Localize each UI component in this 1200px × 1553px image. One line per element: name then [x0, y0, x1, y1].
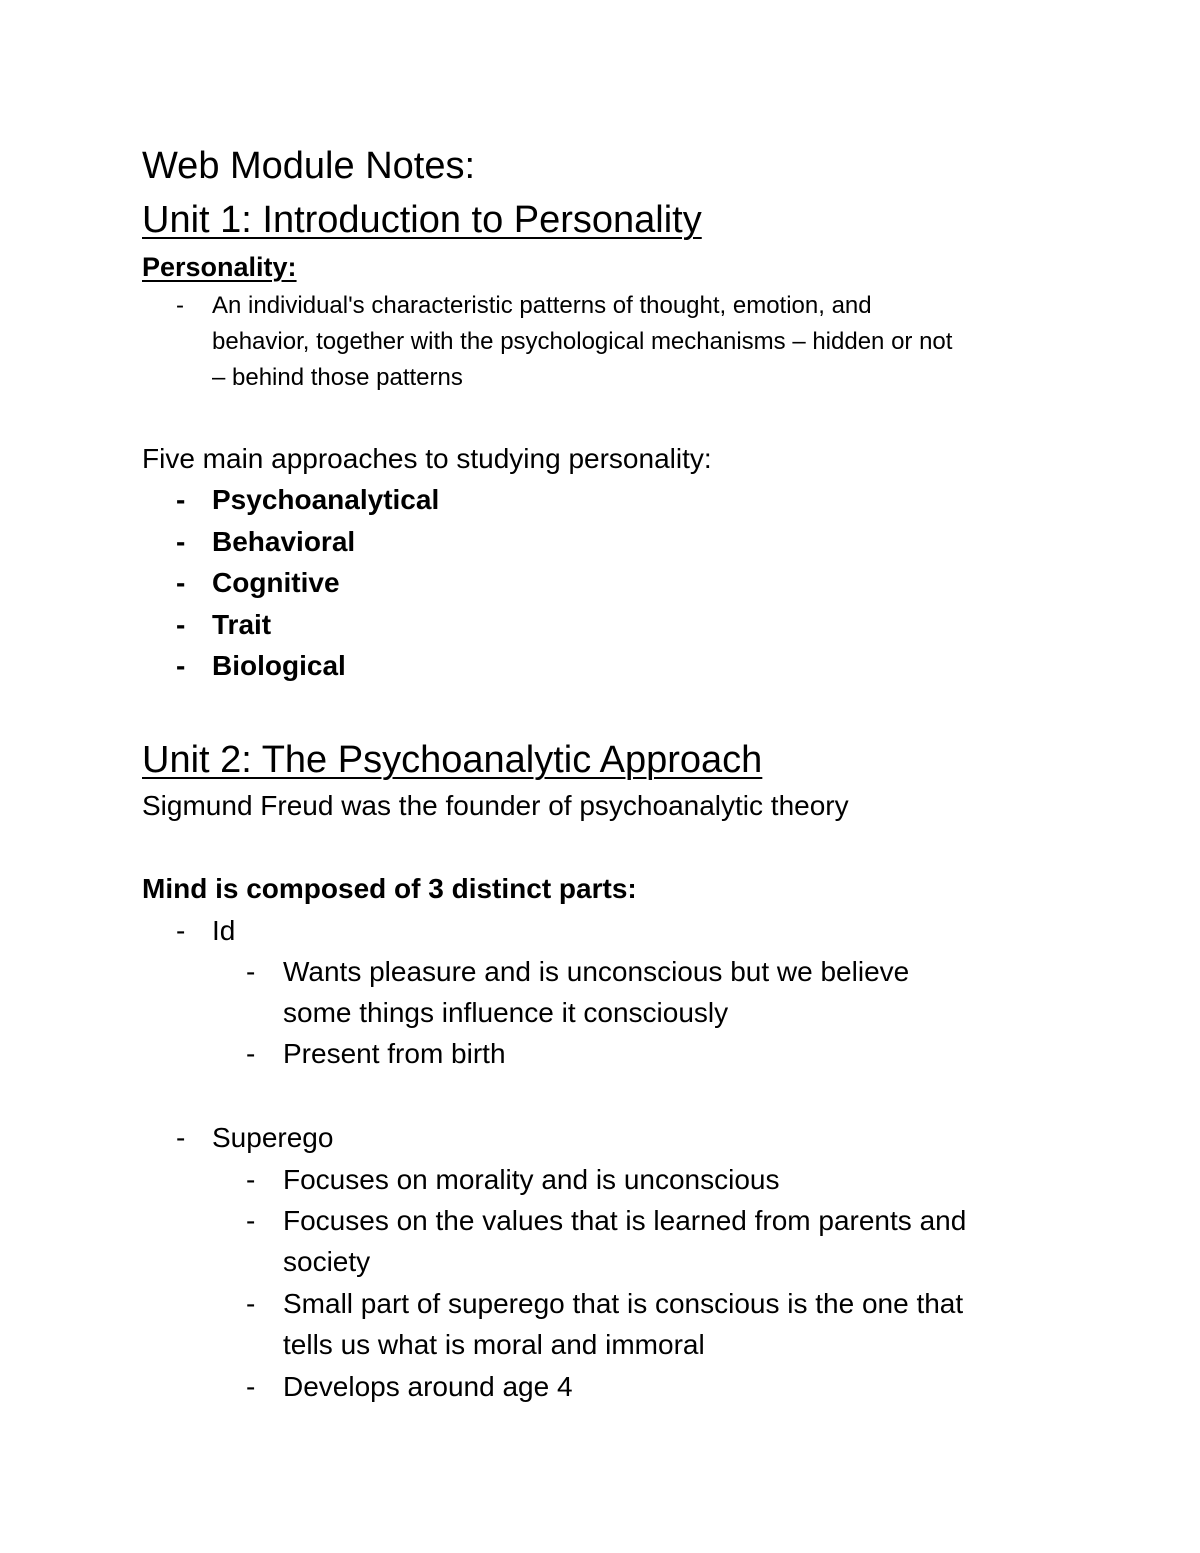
personality-term: Personality: [142, 252, 297, 282]
bullet-dash: - [246, 1164, 256, 1195]
mind-heading: Mind is composed of 3 distinct parts: [142, 873, 637, 904]
bullet-dash: - [176, 292, 184, 319]
approaches-intro: Five main approaches to studying personality: [142, 443, 712, 474]
bullet-dash: - [176, 567, 186, 598]
detail-line: Small part of superego that is conscious is the one that [283, 1288, 964, 1319]
detail-line: Wants pleasure and is unconscious but we believe [283, 956, 910, 987]
bullet-dash: - [176, 484, 186, 515]
unit2-intro: Sigmund Freud was the founder of psychoanalytic theory [142, 790, 849, 821]
part-name: Id [212, 915, 236, 946]
definition-line-3: – behind those patterns [212, 364, 463, 391]
bullet-dash: - [176, 650, 186, 681]
detail-line: society [283, 1246, 371, 1277]
detail-line: Focuses on the values that is learned from parents and [283, 1205, 967, 1236]
detail-line: Focuses on morality and is unconscious [283, 1164, 780, 1195]
approach-label: Cognitive [212, 567, 340, 598]
definition-line-2: behavior, together with the psychological mechanisms – hidden or not [212, 328, 953, 355]
approach-label: Psychoanalytical [212, 484, 440, 515]
approach-label: Behavioral [212, 526, 356, 557]
bullet-dash: - [246, 1205, 256, 1236]
bullet-dash: - [176, 609, 186, 640]
detail-line: Develops around age 4 [283, 1371, 573, 1402]
detail-line: Present from birth [283, 1038, 506, 1069]
bullet-dash: - [176, 1122, 186, 1153]
part-name: Superego [212, 1122, 334, 1153]
detail-line: some things influence it consciously [283, 997, 729, 1028]
bullet-dash: - [176, 915, 186, 946]
bullet-dash: - [176, 526, 186, 557]
unit2-heading: Unit 2: The Psychoanalytic Approach [142, 739, 763, 781]
definition-line-1: An individual's characteristic patterns of thought, emotion, and [212, 292, 872, 319]
document-title: Web Module Notes: [142, 145, 476, 187]
approach-label: Trait [212, 609, 272, 640]
bullet-dash: - [246, 1288, 256, 1319]
detail-line: tells us what is moral and immoral [283, 1329, 705, 1360]
bullet-dash: - [246, 956, 256, 987]
approach-label: Biological [212, 650, 346, 681]
bullet-dash: - [246, 1038, 256, 1069]
bullet-dash: - [246, 1371, 256, 1402]
unit1-heading: Unit 1: Introduction to Personality [142, 199, 702, 241]
